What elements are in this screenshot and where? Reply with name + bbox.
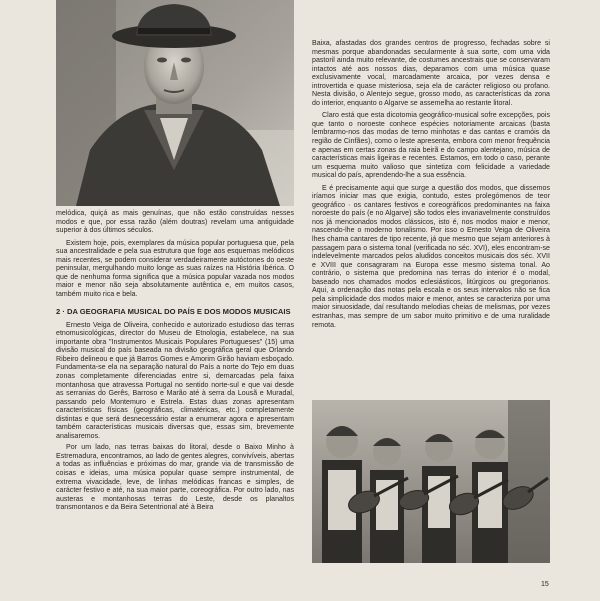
left-paragraph-1: melódica, quiçá as mais genuínas, que não estão construídas nesses modos e que, por essa razão (além doutras) revelam uma antiguidade superior à dos últimos séculos. bbox=[56, 210, 294, 235]
right-paragraph-3: E é precisamente aqui que surge a questão dos modos, que dissemos iríamos iniciar mas que exigia, contudo, estes prolegómenos de teor geográfico · os cantares festivos e coreográficos predominantes na faixa noroeste do país (e no Algarve) são todos eles invariavelmente construídos nos já mencionados modos clássicos, isto é, nos modos maior e menor, nascendo-lhe o moderno tonalismo. Por isso o Ernesto Veiga de Oliveira lhes chama cantares de tipo recente, já que mesmo que sejam anteriores à passagem para o sistema tonal (verificada no séc. XVI), eles encontram-se indelevelmente marcados pelos aludidos conceitos musicais dos séc. XVII e XVIII que consagraram na Europa esse mesmo sistema tonal. Ao contrário, o sistema que predomina nas terras do interior é o modal, baseado nos chamados modos eclesiásticos, litúrgicos ou gregorianos. Aqui, a ordenação das notas pela escala e os seus intervalos não se fica pela simplicidade dos modos maior e menor, antes se caracteriza por uma maior sinuosidade, daí resultando melodias cheias de melismas, por vezes estranhas, mas sempre de um sabor muito primitivo e de uma ruralidade remota. bbox=[312, 184, 550, 329]
musicians-photo-image bbox=[312, 400, 550, 563]
musicians-photo bbox=[312, 400, 550, 563]
portrait-photo-image bbox=[56, 0, 294, 206]
right-paragraph-2: Claro está que esta dicotomia geográfico-musical sofre excepções, pois que tanto o noroeste conhece espécies notoriamente arcaicas (basta lembrarmo-nos das modas de terno minhotas e das cantas e cramóis da região de Cinfães), como o leste apresenta, embora com menor frequência e apenas em certas zonas da raia beirã e do campo alentejano, música de características mais ligeiras e recentes. Estamos, em todo o caso, perante um esquema muito valioso que sintetiza com felicidade a variedade musical do país, aprendendo-lhe a sua essência. bbox=[312, 112, 550, 180]
right-paragraph-1: Baixa, afastadas dos grandes centros de progresso, fechadas sobre si mesmas porque abandonadas secularmente à sua sorte, com uma vida pastoril ainda muito relevante, de costumes ancestrais que se conservaram intactos até aos nossos dias, deparamos com uma música quase exclusivamente vocal, marcadamente arcaica, por vezes densa e introvertida e quase misteriosa, seja ela de carácter religioso ou profano. Nesta divisão, o Alentejo segue, grosso modo, as características da zona do interior, enquanto o Algarve se assemelha ao restante litoral. bbox=[312, 40, 550, 107]
section-heading: 2 · DA GEOGRAFIA MUSICAL DO PAÍS E DOS MODOS MUSICAIS bbox=[56, 307, 291, 317]
left-paragraph-2: Existem hoje, pois, exemplares da música popular portuguesa que, pela sua ancestralidade e pela sua estrutura que foge aos esquemas melódicos mais recentes, se podem considerar verdadeiramente autóctones do oeste peninsular, mergulhando muito longe as suas raízes na História Ibérica. O que de nenhuma forma significa que a música popular vazada nos modos maior e menor não seja absolutamente autêntica e, em muitos casos, também muito rica e bela. bbox=[56, 239, 294, 298]
portrait-photo bbox=[56, 0, 294, 206]
right-column bbox=[312, 0, 550, 330]
page-number: 15 bbox=[541, 581, 549, 588]
left-column bbox=[56, 0, 294, 513]
left-paragraph-3: Ernesto Veiga de Oliveira, conhecido e autorizado estudioso das terras etnomusicológicas, director do Museu de Etnologia, estabelece, na sua importante obra "Instrumentos Musicais Populares Portugueses" (15) uma divisão musical do país baseada na divisão geográfica geral que Orlando Ribeiro delineou e que já Barros Gomes e Amorim Girão haviam esboçado. Fundamenta-se ela na separação natural do País a norte do Tejo em duas zonas completamente diferenciadas entre si, demarcadas pela faixa montanhosa que atravessa Portugal no sentido norte-sul e que vai desde as serranias do Gerês, Barroso e Marão até à serra da Lousã e Muradal, passando pelo Montemuro e Estrela. Estas duas zonas apresentam características físicas (geográficas, climatéricas, etc.) completamente distintas e que será desnecessário estar a enumerar agora e apresentam também características musicais diversas que, essas sim, brevemente analisaremos. bbox=[56, 321, 294, 440]
left-paragraph-4: Por um lado, nas terras baixas do litoral, desde o Baixo Minho à Estremadura, encontramos, ao lado de gentes alegres, convivíveis, abertas a todas as influências e próximas do mar, grande via de transmissão de coisas e ideias, uma música popular quase sempre instrumental, de extrema vivacidade, leve, de linhas melódicas francas e simples, de carácter festivo e até, na sua maior parte, coreográfica. Por outro lado, nas austeras e montanhosas terras do Leste, desde os planaltos transmontanos e da Beira Setentrional até à Beira bbox=[56, 444, 294, 512]
